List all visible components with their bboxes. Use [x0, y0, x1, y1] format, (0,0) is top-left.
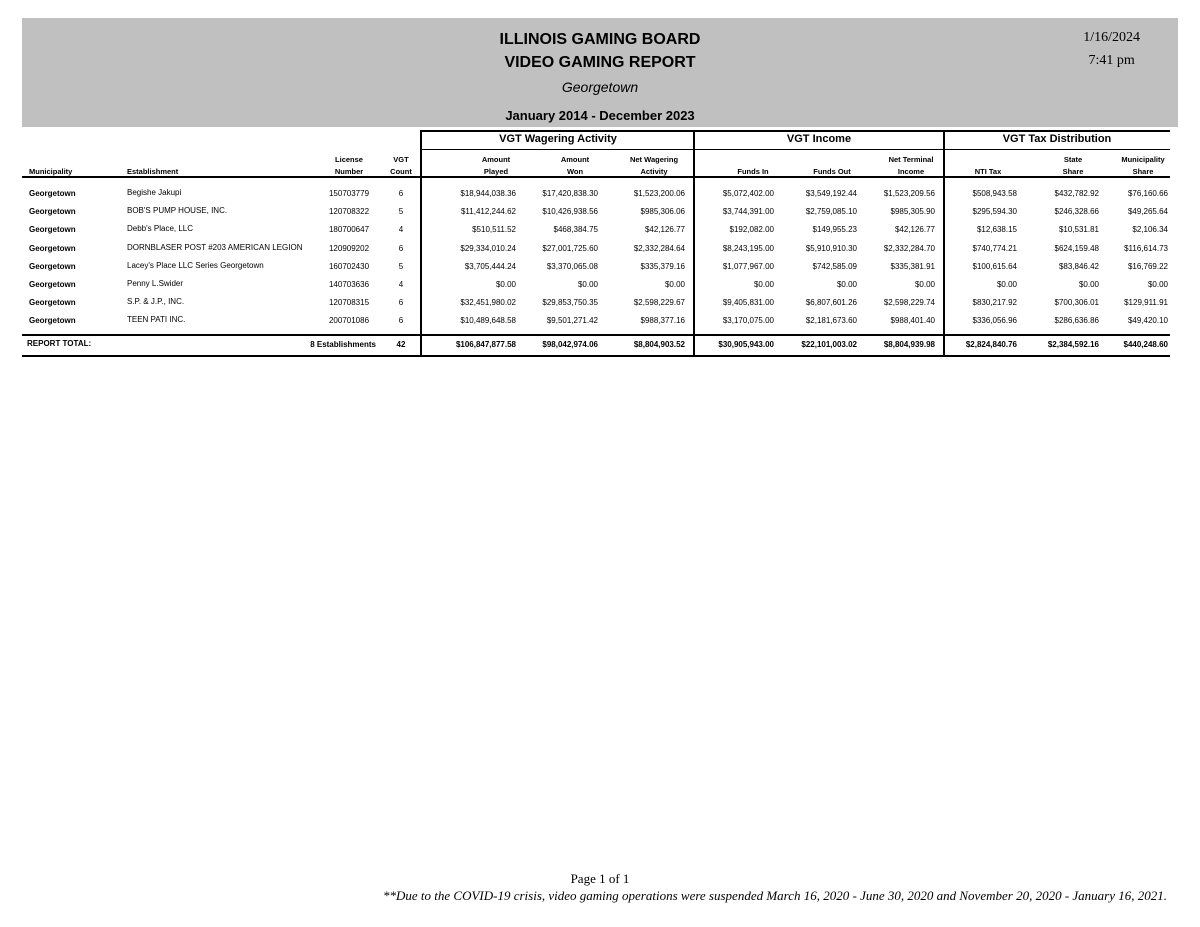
- divider-wagering: [420, 130, 422, 357]
- row-state-share: $83,846.42: [1058, 261, 1099, 271]
- row-muni-share: $16,769.22: [1127, 261, 1168, 271]
- row-nti: $2,598,229.74: [883, 298, 935, 308]
- header-rule: [22, 176, 1170, 178]
- row-net-wagering: $988,377.16: [640, 316, 685, 326]
- row-vgt: 6: [398, 189, 404, 198]
- col-vgt: [382, 154, 420, 178]
- col-net-wagering-line2: Activity: [640, 167, 668, 176]
- row-state-share: $286,636.86: [1054, 316, 1099, 326]
- row-played: $29,334,010.24: [460, 243, 516, 253]
- row-muni-share: $129,911.91: [1124, 298, 1168, 308]
- total-net-wagering: $8,804,903.52: [633, 340, 685, 349]
- report-time: 7:41 pm: [1088, 53, 1135, 68]
- total-vgt: 42: [396, 340, 406, 349]
- row-state-share: $0.00: [1078, 280, 1099, 289]
- row-net-wagering: $2,332,284.64: [633, 243, 685, 253]
- col-played: [461, 154, 531, 178]
- row-won: $10,426,938.56: [542, 207, 598, 217]
- row-net-wagering: $1,523,200.06: [633, 189, 685, 198]
- row-establishment: TEEN PATI INC.: [127, 315, 186, 325]
- col-muni-line1: Municipality: [1121, 155, 1165, 164]
- divider-income: [693, 130, 695, 357]
- row-nti: $1,523,209.56: [883, 189, 935, 198]
- row-vgt: 5: [398, 207, 404, 217]
- row-muni-share: $76,160.66: [1127, 189, 1168, 198]
- row-license: 120909202: [328, 243, 370, 253]
- row-funds-out: $3,549,192.44: [805, 189, 857, 198]
- row-played: $0.00: [495, 280, 516, 289]
- row-net-wagering: $985,306.06: [640, 207, 685, 217]
- col-played-line2: Played: [483, 167, 509, 176]
- report-municipality: Georgetown: [561, 79, 639, 95]
- row-won: $3,370,065.08: [546, 261, 598, 271]
- total-state-share: $2,384,592.16: [1047, 340, 1099, 349]
- col-muni-line2: Share: [1132, 167, 1154, 176]
- row-license: 120708315: [328, 298, 370, 308]
- group-header-line: [420, 130, 1170, 132]
- row-funds-in: $3,744,391.00: [722, 207, 774, 217]
- col-won: [540, 154, 610, 178]
- row-establishment: Penny L.Swider: [127, 279, 184, 288]
- row-funds-out: $2,181,673.60: [805, 316, 857, 326]
- row-vgt: 4: [398, 280, 404, 289]
- total-establishments: 8 Establishments: [310, 340, 376, 349]
- row-won: $468,384.75: [553, 225, 598, 235]
- row-funds-out: $0.00: [836, 280, 857, 289]
- row-won: $29,853,750.35: [542, 298, 598, 308]
- report-datetime: [1083, 30, 1140, 76]
- col-municipality: Municipality: [29, 167, 73, 176]
- row-net-wagering: $42,126.77: [644, 225, 685, 235]
- row-played: $11,412,244.62: [460, 207, 516, 217]
- row-won: $17,420,838.30: [542, 189, 598, 198]
- col-played-line1: Amount: [481, 155, 511, 164]
- row-funds-in: $5,072,402.00: [722, 189, 774, 198]
- row-municipality: Georgetown: [29, 243, 76, 253]
- col-nti: [876, 154, 946, 178]
- row-funds-out: $5,910,910.30: [805, 243, 857, 253]
- row-muni-share: $49,265.64: [1127, 207, 1168, 217]
- row-license: 120708322: [328, 207, 370, 217]
- row-establishment: BOB'S PUMP HOUSE, INC.: [127, 206, 228, 216]
- col-won-line1: Amount: [560, 155, 590, 164]
- row-nti: $988,401.40: [890, 316, 935, 326]
- row-nti-tax: $830,217.92: [972, 298, 1017, 308]
- row-won: $9,501,271.42: [546, 316, 598, 326]
- row-license: 150703779: [328, 189, 370, 198]
- row-nti-tax: $336,056.96: [972, 316, 1017, 326]
- row-nti-tax: $100,615.64: [972, 261, 1017, 271]
- row-vgt: 4: [398, 225, 404, 235]
- row-funds-out: $742,585.09: [812, 261, 857, 271]
- row-played: $18,944,038.36: [460, 189, 516, 198]
- row-funds-in: $0.00: [753, 280, 774, 289]
- total-rule-top: [22, 334, 1170, 336]
- report-date: 1/16/2024: [1083, 30, 1140, 45]
- col-state-line2: Share: [1062, 167, 1084, 176]
- group-wagering: VGT Wagering Activity: [499, 133, 617, 145]
- col-nti-tax: NTI Tax: [974, 167, 1002, 176]
- row-muni-share: $2,106.34: [1132, 225, 1168, 235]
- row-played: $3,705,444.24: [464, 261, 516, 271]
- row-municipality: Georgetown: [29, 261, 76, 271]
- row-establishment: DORNBLASER POST #203 AMERICAN LEGION: [127, 242, 303, 252]
- total-label: REPORT TOTAL:: [27, 339, 92, 348]
- row-establishment: Lacey's Place LLC Series Georgetown: [127, 260, 264, 270]
- row-nti: $985,305.90: [890, 207, 935, 217]
- row-nti-tax: $740,774.21: [972, 243, 1017, 253]
- row-state-share: $246,328.66: [1054, 207, 1099, 217]
- row-muni-share: $116,614.73: [1124, 243, 1168, 253]
- total-nti-tax: $2,824,840.76: [965, 340, 1017, 349]
- row-state-share: $700,306.01: [1054, 298, 1099, 308]
- row-municipality: Georgetown: [29, 189, 76, 198]
- col-net-wagering: [619, 154, 689, 178]
- row-won: $0.00: [577, 280, 598, 289]
- row-nti: $42,126.77: [894, 225, 935, 235]
- total-won: $98,042,974.06: [542, 340, 598, 349]
- report-period: January 2014 - December 2023: [505, 108, 695, 123]
- row-nti: $0.00: [914, 280, 935, 289]
- row-municipality: Georgetown: [29, 207, 76, 217]
- row-establishment: S.P. & J.P., INC.: [127, 297, 185, 307]
- col-license: [325, 154, 373, 178]
- row-muni-share: $0.00: [1147, 280, 1168, 289]
- row-net-wagering: $0.00: [664, 280, 685, 289]
- total-nti: $8,804,939.98: [883, 340, 935, 349]
- covid-note: **Due to the COVID-19 crisis, video gaming operations were suspended March 16, 2020 - June 30, 2020 and November 20, 2020 - January 16, 2021.: [383, 888, 1167, 903]
- col-state-share: [1040, 154, 1106, 178]
- row-won: $27,001,725.60: [542, 243, 598, 253]
- col-vgt-line2: Count: [390, 167, 412, 176]
- col-won-line2: Won: [566, 167, 584, 176]
- row-muni-share: $49,420.10: [1127, 316, 1168, 326]
- page-number: Page 1 of 1: [570, 871, 630, 886]
- row-funds-in: $9,405,831.00: [722, 298, 774, 308]
- row-played: $10,489,648.58: [460, 316, 516, 326]
- row-played: $510,511.52: [472, 225, 516, 235]
- row-funds-in: $8,243,195.00: [722, 243, 774, 253]
- col-license-line2: Number: [334, 167, 364, 176]
- row-establishment: Begishe Jakupi: [127, 188, 182, 197]
- col-funds-out: Funds Out: [813, 167, 851, 176]
- row-vgt: 5: [398, 261, 404, 271]
- row-nti-tax: $295,594.30: [972, 207, 1017, 217]
- row-vgt: 6: [398, 298, 404, 308]
- total-played: $106,847,877.58: [455, 340, 516, 349]
- col-license-line1: License: [335, 155, 363, 164]
- row-municipality: Georgetown: [29, 280, 76, 289]
- row-nti: $2,332,284.70: [883, 243, 935, 253]
- row-license: 200701086: [328, 316, 370, 326]
- row-nti-tax: $0.00: [996, 280, 1017, 289]
- row-vgt: 6: [398, 316, 404, 326]
- row-funds-out: $2,759,085.10: [805, 207, 857, 217]
- col-state-line1: State: [1063, 155, 1083, 164]
- row-vgt: 6: [398, 243, 404, 253]
- row-funds-in: $3,170,075.00: [722, 316, 774, 326]
- row-establishment: Debb's Place, LLC: [127, 224, 194, 234]
- report-title: ILLINOIS GAMING BOARD: [499, 31, 701, 48]
- row-nti: $335,381.91: [890, 261, 935, 271]
- col-nti-line1: Net Terminal: [888, 155, 934, 164]
- col-funds-in: Funds In: [737, 167, 769, 176]
- row-license: 160702430: [328, 261, 370, 271]
- row-played: $32,451,980.02: [460, 298, 516, 308]
- total-funds-in: $30,905,943.00: [718, 340, 774, 349]
- group-divider: [420, 149, 1170, 150]
- row-municipality: Georgetown: [29, 225, 76, 235]
- col-net-wagering-line1: Net Wagering: [629, 155, 679, 164]
- col-vgt-line1: VGT: [393, 155, 409, 164]
- row-funds-out: $149,955.23: [812, 225, 857, 235]
- row-license: 180700647: [328, 225, 370, 235]
- row-funds-in: $192,082.00: [729, 225, 774, 235]
- total-muni-share: $440,248.60: [1123, 340, 1168, 349]
- group-tax: VGT Tax Distribution: [1002, 133, 1112, 145]
- row-state-share: $432,782.92: [1054, 189, 1099, 198]
- row-license: 140703636: [328, 280, 370, 289]
- row-nti-tax: $12,638.15: [976, 225, 1017, 235]
- row-funds-out: $6,807,601.26: [805, 298, 857, 308]
- col-nti-line2: Income: [897, 167, 925, 176]
- col-establishment: Establishment: [127, 167, 179, 176]
- row-net-wagering: $335,379.16: [640, 261, 685, 271]
- row-state-share: $624,159.48: [1054, 243, 1099, 253]
- report-header: [22, 18, 1178, 127]
- total-funds-out: $22,101,003.02: [801, 340, 857, 349]
- row-nti-tax: $508,943.58: [972, 189, 1017, 198]
- report-subtitle: VIDEO GAMING REPORT: [504, 54, 696, 71]
- row-municipality: Georgetown: [29, 316, 76, 326]
- row-municipality: Georgetown: [29, 298, 76, 308]
- row-state-share: $10,531.81: [1058, 225, 1099, 235]
- group-income: VGT Income: [786, 133, 852, 145]
- col-muni-share: [1112, 154, 1174, 178]
- row-net-wagering: $2,598,229.67: [633, 298, 685, 308]
- row-funds-in: $1,077,967.00: [722, 261, 774, 271]
- total-rule-bottom: [22, 355, 1170, 357]
